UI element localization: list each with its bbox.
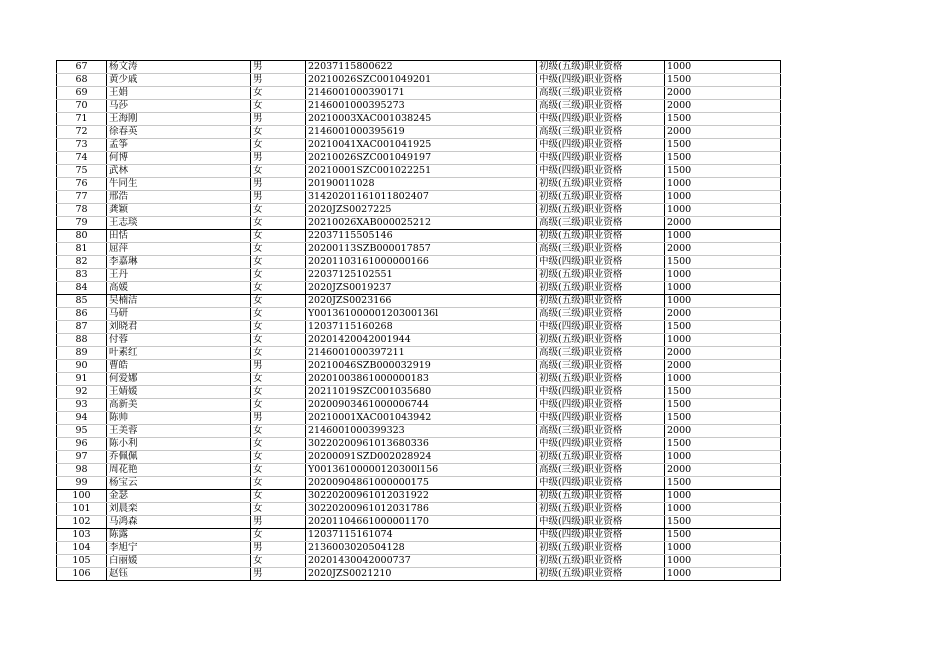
- cell-qualification-level[interactable]: 中级(四级)职业资格: [537, 165, 665, 178]
- cell-amount[interactable]: 2000: [665, 126, 781, 139]
- cell-certificate-number[interactable]: 20210026SZC001049197: [306, 152, 537, 165]
- cell-name[interactable]: 陈露: [107, 529, 251, 542]
- cell-certificate-number[interactable]: 12037115161074: [306, 529, 537, 542]
- cell-name[interactable]: 王海刚: [107, 113, 251, 126]
- cell-name[interactable]: 周花艳: [107, 464, 251, 477]
- cell-qualification-level[interactable]: 中级(四级)职业资格: [537, 74, 665, 87]
- cell-amount[interactable]: 1000: [665, 269, 781, 282]
- cell-number[interactable]: 92: [57, 386, 107, 399]
- cell-qualification-level[interactable]: 高级(三级)职业资格: [537, 87, 665, 100]
- cell-amount[interactable]: 2000: [665, 217, 781, 230]
- cell-qualification-level[interactable]: 中级(四级)职业资格: [537, 113, 665, 126]
- cell-certificate-number[interactable]: 2146001000390171: [306, 87, 537, 100]
- table-row: [57, 464, 781, 477]
- cell-certificate-number[interactable]: 2020JZS0023166: [306, 295, 537, 308]
- cell-gender[interactable]: 女: [251, 204, 306, 217]
- cell-number[interactable]: 81: [57, 243, 107, 256]
- cell-amount[interactable]: 1000: [665, 282, 781, 295]
- cell-certificate-number[interactable]: 20201103161000000166: [306, 256, 537, 269]
- cell-qualification-level[interactable]: 中级(四级)职业资格: [537, 256, 665, 269]
- cell-certificate-number[interactable]: 20200903461000006744: [306, 399, 537, 412]
- cell-certificate-number[interactable]: 20201420042001944: [306, 334, 537, 347]
- cell-number[interactable]: 84: [57, 282, 107, 295]
- cell-qualification-level[interactable]: 中级(四级)职业资格: [537, 152, 665, 165]
- cell-number[interactable]: 97: [57, 451, 107, 464]
- cell-amount[interactable]: 2000: [665, 87, 781, 100]
- cell-gender[interactable]: 女: [251, 334, 306, 347]
- cell-qualification-level[interactable]: 初级(五级)职业资格: [537, 555, 665, 568]
- cell-qualification-level[interactable]: 初级(五级)职业资格: [537, 334, 665, 347]
- cell-number[interactable]: 95: [57, 425, 107, 438]
- cell-gender[interactable]: 女: [251, 503, 306, 516]
- cell-gender[interactable]: 女: [251, 425, 306, 438]
- cell-number[interactable]: 102: [57, 516, 107, 529]
- cell-certificate-number[interactable]: 31420201161011802407: [306, 191, 537, 204]
- cell-name[interactable]: 王丹: [107, 269, 251, 282]
- cell-number[interactable]: 70: [57, 100, 107, 113]
- cell-qualification-level[interactable]: 初级(五级)职业资格: [537, 282, 665, 295]
- table-row: [57, 490, 781, 503]
- table-row: [57, 204, 781, 217]
- cell-name[interactable]: 高新美: [107, 399, 251, 412]
- cell-certificate-number[interactable]: 20201430042000737: [306, 555, 537, 568]
- cell-qualification-level[interactable]: 中级(四级)职业资格: [537, 477, 665, 490]
- cell-qualification-level[interactable]: 高级(三级)职业资格: [537, 217, 665, 230]
- cell-name[interactable]: 武林: [107, 165, 251, 178]
- cell-number[interactable]: 103: [57, 529, 107, 542]
- cell-gender[interactable]: 女: [251, 438, 306, 451]
- cell-number[interactable]: 106: [57, 568, 107, 581]
- cell-gender[interactable]: 女: [251, 165, 306, 178]
- cell-gender[interactable]: 男: [251, 568, 306, 581]
- cell-certificate-number[interactable]: 20201104661000001170: [306, 516, 537, 529]
- cell-certificate-number[interactable]: 2136003020504128: [306, 542, 537, 555]
- cell-certificate-number[interactable]: 30220200961013680336: [306, 438, 537, 451]
- cell-number[interactable]: 72: [57, 126, 107, 139]
- cell-amount[interactable]: 1000: [665, 230, 781, 243]
- cell-gender[interactable]: 男: [251, 542, 306, 555]
- cell-number[interactable]: 91: [57, 373, 107, 386]
- cell-amount[interactable]: 1500: [665, 477, 781, 490]
- cell-name[interactable]: 马莎: [107, 100, 251, 113]
- table-row: [57, 347, 781, 360]
- cell-qualification-level[interactable]: 中级(四级)职业资格: [537, 516, 665, 529]
- cell-name[interactable]: 陈小利: [107, 438, 251, 451]
- cell-name[interactable]: 黄少戚: [107, 74, 251, 87]
- cell-number[interactable]: 87: [57, 321, 107, 334]
- cell-certificate-number[interactable]: 2020JZS0027225: [306, 204, 537, 217]
- cell-gender[interactable]: 女: [251, 529, 306, 542]
- cell-amount[interactable]: 1500: [665, 256, 781, 269]
- cell-amount[interactable]: 2000: [665, 347, 781, 360]
- cell-qualification-level[interactable]: 高级(三级)职业资格: [537, 308, 665, 321]
- cell-qualification-level[interactable]: 中级(四级)职业资格: [537, 438, 665, 451]
- cell-amount[interactable]: 2000: [665, 100, 781, 113]
- cell-number[interactable]: 68: [57, 74, 107, 87]
- cell-certificate-number[interactable]: 22037115505146: [306, 230, 537, 243]
- table-row: [57, 334, 781, 347]
- cell-name[interactable]: 杨文涛: [107, 61, 251, 74]
- cell-qualification-level[interactable]: 高级(三级)职业资格: [537, 126, 665, 139]
- table-row: [57, 139, 781, 152]
- cell-number[interactable]: 99: [57, 477, 107, 490]
- cell-number[interactable]: 88: [57, 334, 107, 347]
- cell-number[interactable]: 67: [57, 61, 107, 74]
- cell-qualification-level[interactable]: 初级(五级)职业资格: [537, 295, 665, 308]
- cell-name[interactable]: 叶素红: [107, 347, 251, 360]
- cell-number[interactable]: 93: [57, 399, 107, 412]
- cell-amount[interactable]: 1500: [665, 321, 781, 334]
- cell-gender[interactable]: 女: [251, 87, 306, 100]
- cell-certificate-number[interactable]: Y00136100000120300136l: [306, 308, 537, 321]
- cell-gender[interactable]: 女: [251, 282, 306, 295]
- table-row: [57, 113, 781, 126]
- cell-number[interactable]: 105: [57, 555, 107, 568]
- cell-gender[interactable]: 女: [251, 295, 306, 308]
- cell-certificate-number[interactable]: 2146001000395273: [306, 100, 537, 113]
- cell-qualification-level[interactable]: 初级(五级)职业资格: [537, 373, 665, 386]
- subsidy-table: [56, 60, 781, 581]
- cell-amount[interactable]: 1000: [665, 555, 781, 568]
- cell-name[interactable]: 李嘉琳: [107, 256, 251, 269]
- table-body: [57, 61, 781, 581]
- cell-name[interactable]: 王美蓉: [107, 425, 251, 438]
- table-row: [57, 438, 781, 451]
- table-row: [57, 308, 781, 321]
- cell-certificate-number[interactable]: Y00136100000120300l156: [306, 464, 537, 477]
- cell-qualification-level[interactable]: 中级(四级)职业资格: [537, 399, 665, 412]
- cell-certificate-number[interactable]: 20210026XAB000025212: [306, 217, 537, 230]
- cell-amount[interactable]: 2000: [665, 425, 781, 438]
- cell-certificate-number[interactable]: 20210003XAC001038245: [306, 113, 537, 126]
- cell-qualification-level[interactable]: 初级(五级)职业资格: [537, 503, 665, 516]
- cell-gender[interactable]: 女: [251, 230, 306, 243]
- cell-certificate-number[interactable]: 2020JZS0021210: [306, 568, 537, 581]
- table-row: [57, 568, 781, 581]
- table-row: [57, 191, 781, 204]
- cell-number[interactable]: 86: [57, 308, 107, 321]
- cell-certificate-number[interactable]: 30220200961012031922: [306, 490, 537, 503]
- cell-number[interactable]: 71: [57, 113, 107, 126]
- cell-gender[interactable]: 男: [251, 152, 306, 165]
- cell-name[interactable]: 白丽媛: [107, 555, 251, 568]
- cell-gender[interactable]: 女: [251, 243, 306, 256]
- table-row: [57, 87, 781, 100]
- cell-name[interactable]: 田恬: [107, 230, 251, 243]
- cell-gender[interactable]: 男: [251, 113, 306, 126]
- cell-name[interactable]: 刘晓君: [107, 321, 251, 334]
- cell-qualification-level[interactable]: 中级(四级)职业资格: [537, 139, 665, 152]
- table-row: [57, 542, 781, 555]
- table-row: [57, 386, 781, 399]
- cell-gender[interactable]: 女: [251, 451, 306, 464]
- cell-name[interactable]: 龚颖: [107, 204, 251, 217]
- cell-qualification-level[interactable]: 初级(五级)职业资格: [537, 61, 665, 74]
- cell-number[interactable]: 79: [57, 217, 107, 230]
- cell-amount[interactable]: 1000: [665, 568, 781, 581]
- cell-number[interactable]: 104: [57, 542, 107, 555]
- cell-name[interactable]: 何爱娜: [107, 373, 251, 386]
- cell-amount[interactable]: 1000: [665, 191, 781, 204]
- cell-qualification-level[interactable]: 中级(四级)职业资格: [537, 412, 665, 425]
- cell-amount[interactable]: 1000: [665, 204, 781, 217]
- cell-qualification-level[interactable]: 初级(五级)职业资格: [537, 178, 665, 191]
- cell-amount[interactable]: 1500: [665, 165, 781, 178]
- cell-number[interactable]: 77: [57, 191, 107, 204]
- cell-name[interactable]: 王志琰: [107, 217, 251, 230]
- table-row: [57, 412, 781, 425]
- cell-number[interactable]: 73: [57, 139, 107, 152]
- cell-gender[interactable]: 女: [251, 139, 306, 152]
- cell-gender[interactable]: 男: [251, 178, 306, 191]
- cell-certificate-number[interactable]: 2020JZS0019237: [306, 282, 537, 295]
- cell-certificate-number[interactable]: 2146001000395619: [306, 126, 537, 139]
- cell-name[interactable]: 刘晨栾: [107, 503, 251, 516]
- cell-certificate-number[interactable]: 20210001XAC001043942: [306, 412, 537, 425]
- cell-amount[interactable]: 2000: [665, 308, 781, 321]
- table-row: [57, 516, 781, 529]
- table-row: [57, 373, 781, 386]
- cell-gender[interactable]: 女: [251, 308, 306, 321]
- cell-qualification-level[interactable]: 初级(五级)职业资格: [537, 568, 665, 581]
- cell-number[interactable]: 96: [57, 438, 107, 451]
- cell-gender[interactable]: 女: [251, 217, 306, 230]
- cell-name[interactable]: 付蓉: [107, 334, 251, 347]
- cell-qualification-level[interactable]: 高级(三级)职业资格: [537, 347, 665, 360]
- cell-certificate-number[interactable]: 2146001000399323: [306, 425, 537, 438]
- cell-number[interactable]: 78: [57, 204, 107, 217]
- cell-qualification-level[interactable]: 中级(四级)职业资格: [537, 529, 665, 542]
- cell-gender[interactable]: 女: [251, 386, 306, 399]
- cell-number[interactable]: 83: [57, 269, 107, 282]
- cell-certificate-number[interactable]: 2146001000397211: [306, 347, 537, 360]
- cell-certificate-number[interactable]: 20211019SZC001035680: [306, 386, 537, 399]
- cell-qualification-level[interactable]: 初级(五级)职业资格: [537, 204, 665, 217]
- cell-amount[interactable]: 1500: [665, 386, 781, 399]
- cell-gender[interactable]: 女: [251, 321, 306, 334]
- cell-number[interactable]: 90: [57, 360, 107, 373]
- cell-gender[interactable]: 女: [251, 490, 306, 503]
- cell-name[interactable]: 赵钰: [107, 568, 251, 581]
- cell-gender[interactable]: 女: [251, 399, 306, 412]
- cell-certificate-number[interactable]: 20201003861000000183: [306, 373, 537, 386]
- cell-name[interactable]: 高媛: [107, 282, 251, 295]
- cell-gender[interactable]: 女: [251, 256, 306, 269]
- cell-gender[interactable]: 女: [251, 347, 306, 360]
- cell-gender[interactable]: 男: [251, 412, 306, 425]
- cell-gender[interactable]: 女: [251, 373, 306, 386]
- cell-amount[interactable]: 1000: [665, 503, 781, 516]
- cell-amount[interactable]: 2000: [665, 243, 781, 256]
- cell-qualification-level[interactable]: 初级(五级)职业资格: [537, 542, 665, 555]
- cell-amount[interactable]: 1000: [665, 61, 781, 74]
- cell-name[interactable]: 牛同生: [107, 178, 251, 191]
- table-row: [57, 243, 781, 256]
- cell-number[interactable]: 69: [57, 87, 107, 100]
- cell-amount[interactable]: 1500: [665, 412, 781, 425]
- cell-gender[interactable]: 男: [251, 191, 306, 204]
- cell-number[interactable]: 76: [57, 178, 107, 191]
- cell-certificate-number[interactable]: 12037115160268: [306, 321, 537, 334]
- table-row: [57, 100, 781, 113]
- table-row: [57, 269, 781, 282]
- cell-amount[interactable]: 1500: [665, 152, 781, 165]
- cell-amount[interactable]: 2000: [665, 360, 781, 373]
- table-row: [57, 165, 781, 178]
- table-row: [57, 256, 781, 269]
- table-row: [57, 178, 781, 191]
- table-row: [57, 295, 781, 308]
- cell-gender[interactable]: 女: [251, 477, 306, 490]
- cell-amount[interactable]: 1500: [665, 113, 781, 126]
- table-row: [57, 74, 781, 87]
- cell-name[interactable]: 吴楠洁: [107, 295, 251, 308]
- cell-name[interactable]: 邢浩: [107, 191, 251, 204]
- cell-gender[interactable]: 女: [251, 464, 306, 477]
- table-row: [57, 230, 781, 243]
- cell-certificate-number[interactable]: 20210026SZC001049201: [306, 74, 537, 87]
- cell-name[interactable]: 乔佩佩: [107, 451, 251, 464]
- cell-gender[interactable]: 男: [251, 61, 306, 74]
- cell-qualification-level[interactable]: 初级(五级)职业资格: [537, 490, 665, 503]
- cell-amount[interactable]: 1000: [665, 295, 781, 308]
- table-row: [57, 477, 781, 490]
- table-row: [57, 61, 781, 74]
- table-row: [57, 217, 781, 230]
- cell-number[interactable]: 100: [57, 490, 107, 503]
- cell-number[interactable]: 80: [57, 230, 107, 243]
- cell-certificate-number[interactable]: 22037115800622: [306, 61, 537, 74]
- cell-gender[interactable]: 男: [251, 360, 306, 373]
- cell-certificate-number[interactable]: 30220200961012031786: [306, 503, 537, 516]
- cell-name[interactable]: 何博: [107, 152, 251, 165]
- cell-qualification-level[interactable]: 初级(五级)职业资格: [537, 191, 665, 204]
- cell-gender[interactable]: 女: [251, 555, 306, 568]
- cell-gender[interactable]: 女: [251, 269, 306, 282]
- table-row: [57, 555, 781, 568]
- cell-name[interactable]: 王娟: [107, 87, 251, 100]
- cell-name[interactable]: 屈萍: [107, 243, 251, 256]
- table-row: [57, 529, 781, 542]
- cell-amount[interactable]: 1500: [665, 74, 781, 87]
- cell-name[interactable]: 金瑟: [107, 490, 251, 503]
- cell-certificate-number[interactable]: 20200091SZD002028924: [306, 451, 537, 464]
- cell-amount[interactable]: 1000: [665, 451, 781, 464]
- cell-certificate-number[interactable]: 20200113SZB000017857: [306, 243, 537, 256]
- cell-name[interactable]: 陈帅: [107, 412, 251, 425]
- cell-amount[interactable]: 1000: [665, 178, 781, 191]
- cell-number[interactable]: 85: [57, 295, 107, 308]
- cell-amount[interactable]: 1500: [665, 516, 781, 529]
- table-row: [57, 321, 781, 334]
- cell-gender[interactable]: 男: [251, 516, 306, 529]
- cell-number[interactable]: 94: [57, 412, 107, 425]
- cell-qualification-level[interactable]: 高级(三级)职业资格: [537, 243, 665, 256]
- cell-amount[interactable]: 1000: [665, 490, 781, 503]
- cell-amount[interactable]: 1000: [665, 334, 781, 347]
- cell-number[interactable]: 101: [57, 503, 107, 516]
- table-row: [57, 451, 781, 464]
- cell-name[interactable]: 孟筝: [107, 139, 251, 152]
- table-row: [57, 425, 781, 438]
- cell-qualification-level[interactable]: 高级(三级)职业资格: [537, 360, 665, 373]
- cell-name[interactable]: 曹皓: [107, 360, 251, 373]
- cell-number[interactable]: 75: [57, 165, 107, 178]
- table-row: [57, 152, 781, 165]
- cell-certificate-number[interactable]: 20210046SZB000032919: [306, 360, 537, 373]
- cell-qualification-level[interactable]: 高级(三级)职业资格: [537, 464, 665, 477]
- cell-qualification-level[interactable]: 初级(五级)职业资格: [537, 269, 665, 282]
- table-row: [57, 282, 781, 295]
- cell-number[interactable]: 98: [57, 464, 107, 477]
- cell-number[interactable]: 74: [57, 152, 107, 165]
- cell-amount[interactable]: 1500: [665, 399, 781, 412]
- cell-gender[interactable]: 女: [251, 100, 306, 113]
- cell-name[interactable]: 徐春英: [107, 126, 251, 139]
- cell-amount[interactable]: 2000: [665, 464, 781, 477]
- cell-certificate-number[interactable]: 20200904861000000175: [306, 477, 537, 490]
- table-row: [57, 126, 781, 139]
- cell-qualification-level[interactable]: 初级(五级)职业资格: [537, 230, 665, 243]
- cell-qualification-level[interactable]: 高级(三级)职业资格: [537, 425, 665, 438]
- cell-certificate-number[interactable]: 22037125102551: [306, 269, 537, 282]
- cell-number[interactable]: 89: [57, 347, 107, 360]
- cell-amount[interactable]: 1000: [665, 542, 781, 555]
- cell-name[interactable]: 马研: [107, 308, 251, 321]
- cell-certificate-number[interactable]: 20190011028: [306, 178, 537, 191]
- cell-amount[interactable]: 1500: [665, 139, 781, 152]
- table-row: [57, 360, 781, 373]
- cell-number[interactable]: 82: [57, 256, 107, 269]
- table-row: [57, 399, 781, 412]
- cell-certificate-number[interactable]: 20210041XAC001041925: [306, 139, 537, 152]
- cell-amount[interactable]: 1000: [665, 373, 781, 386]
- cell-name[interactable]: 杨宝云: [107, 477, 251, 490]
- cell-name[interactable]: 王婧媛: [107, 386, 251, 399]
- cell-name[interactable]: 李旭宁: [107, 542, 251, 555]
- cell-gender[interactable]: 男: [251, 74, 306, 87]
- table-row: [57, 503, 781, 516]
- cell-qualification-level[interactable]: 中级(四级)职业资格: [537, 386, 665, 399]
- cell-qualification-level[interactable]: 初级(五级)职业资格: [537, 451, 665, 464]
- cell-name[interactable]: 马鸿森: [107, 516, 251, 529]
- cell-gender[interactable]: 女: [251, 126, 306, 139]
- cell-amount[interactable]: 1500: [665, 529, 781, 542]
- cell-qualification-level[interactable]: 中级(四级)职业资格: [537, 321, 665, 334]
- cell-amount[interactable]: 1500: [665, 438, 781, 451]
- cell-qualification-level[interactable]: 高级(三级)职业资格: [537, 100, 665, 113]
- cell-certificate-number[interactable]: 20210001SZC001022251: [306, 165, 537, 178]
